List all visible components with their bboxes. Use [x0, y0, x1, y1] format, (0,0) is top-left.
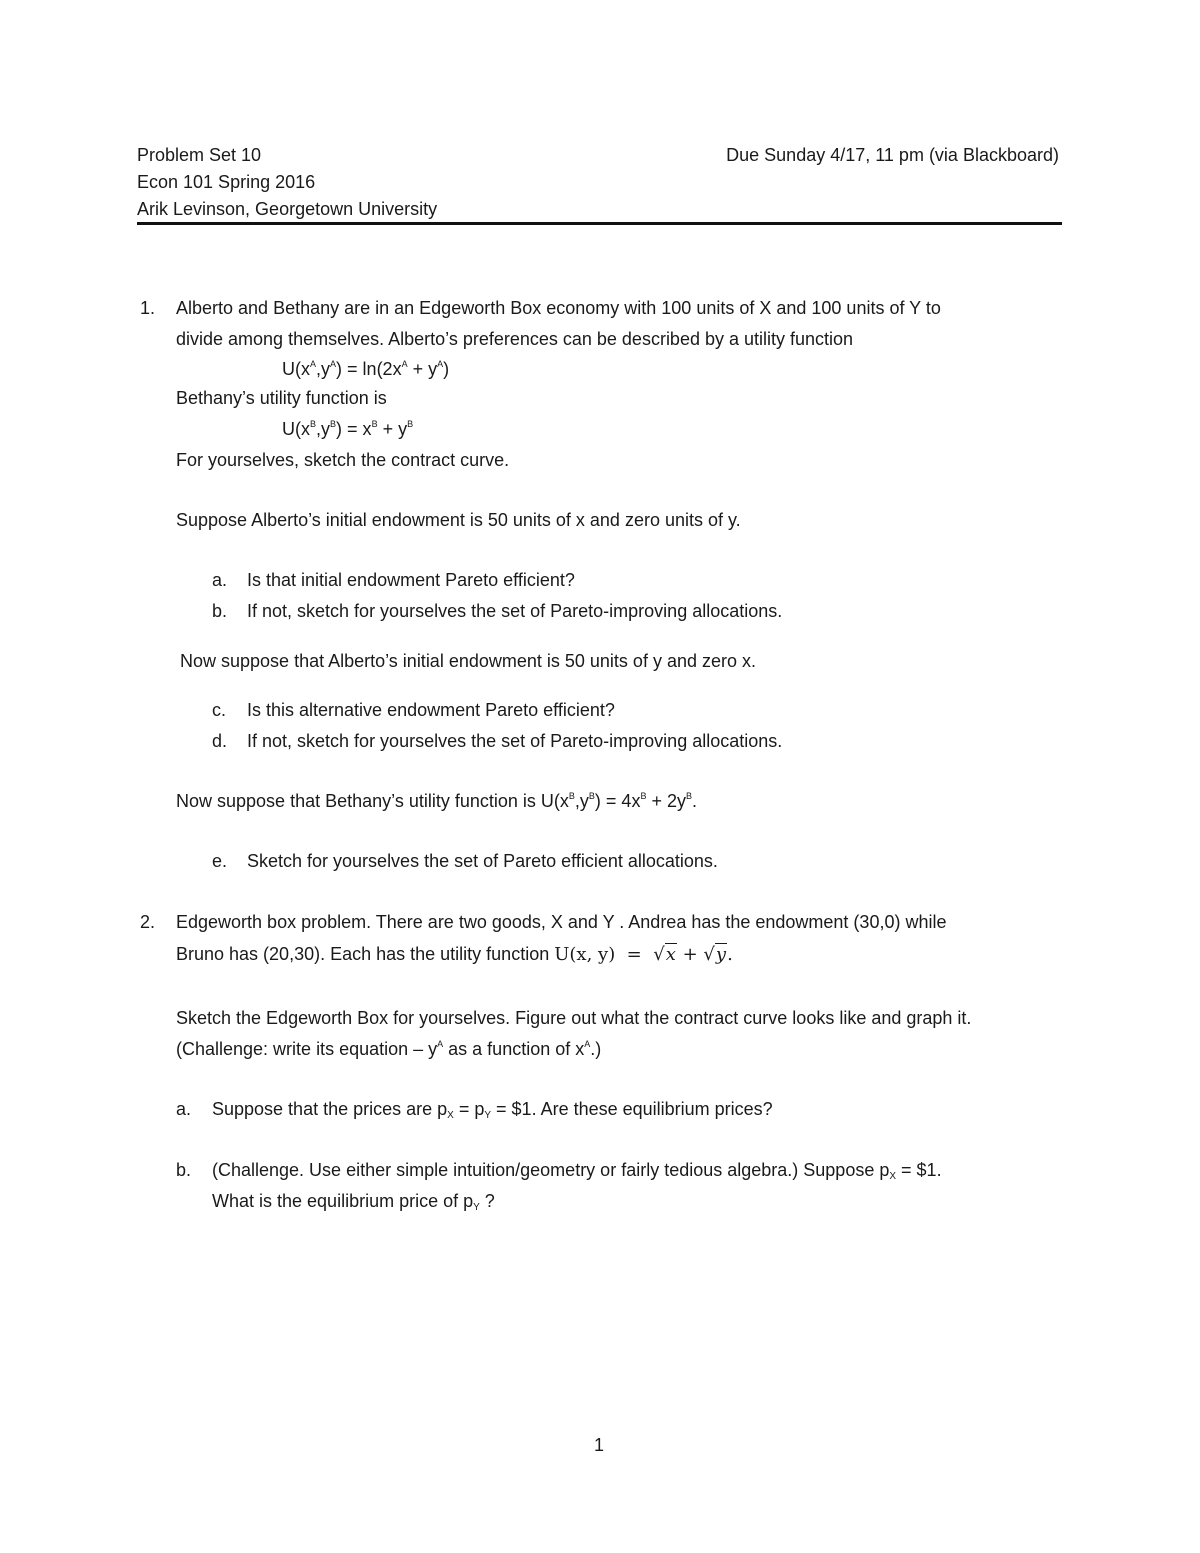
- q2-challenge: (Challenge: write its equation – $y^A$ as a function of $x^A$.): [176, 1039, 602, 1059]
- q2-sketch-instruction: Sketch the Edgeworth Box for yourselves. Figure out what the contract curve looks like and graph it.: [176, 1008, 972, 1028]
- q1e-label: e.: [212, 851, 228, 871]
- q1b-label: b.: [212, 601, 228, 621]
- alberto-utility-equation: $U(x^A,y^A) = \ln(2x^A + y^A)$: [282, 359, 450, 379]
- course-name: Econ 101 Spring 2016: [137, 172, 316, 192]
- document-title: Problem Set 10: [137, 145, 262, 165]
- q1-suppose-endowment-2: Now suppose that Alberto’s initial endowment is 50 units of y and zero x.: [180, 651, 756, 671]
- q1d-text: If not, sketch for yourselves the set of Pareto-improving allocations.: [247, 731, 783, 751]
- q1-suppose-bethany-utility: Now suppose that Bethany’s utility function is $U(x^B,y^B) = 4x^B + 2y^B$.: [176, 791, 698, 811]
- q2-text-line2: Bruno has (20,30). Each has the utility function U(x, y) = √x + √y.: [176, 944, 733, 965]
- q1-text-line2: divide among themselves. Alberto’s preferences can be described by a utility function: [176, 329, 854, 349]
- sqrt-symbol: √: [653, 944, 665, 965]
- due-date: Due Sunday 4/17, 11 pm (via Blackboard): [726, 145, 1059, 165]
- q2a-text: Suppose that the prices are $p_X = p_Y$ = $1. Are these equilibrium prices?: [212, 1099, 773, 1121]
- q1c-text: Is this alternative endowment Pareto efficient?: [247, 700, 615, 720]
- q2a-label: a.: [176, 1099, 192, 1119]
- q1c-label: c.: [212, 700, 227, 720]
- q1-number: 1.: [140, 298, 156, 318]
- q2b-text-line2: What is the equilibrium price of $p_Y$ ?: [212, 1191, 495, 1213]
- q1e-text: Sketch for yourselves the set of Pareto efficient allocations.: [247, 851, 718, 871]
- q1-suppose-endowment-1: Suppose Alberto’s initial endowment is 50 units of x and zero units of y.: [176, 510, 741, 530]
- q1b-text: If not, sketch for yourselves the set of Pareto-improving allocations.: [247, 601, 783, 621]
- q1-text-line1: Alberto and Bethany are in an Edgeworth Box economy with 100 units of X and 100 units of Y to: [176, 298, 941, 318]
- page-number: 1: [594, 1435, 605, 1455]
- header-divider: [137, 222, 1062, 225]
- q2-number: 2.: [140, 912, 156, 932]
- q1d-label: d.: [212, 731, 228, 751]
- bethany-intro: Bethany’s utility function is: [176, 388, 387, 408]
- q2b-label: b.: [176, 1160, 192, 1180]
- sqrt-symbol: √: [703, 944, 715, 965]
- q2-text-line1: Edgeworth box problem. There are two goods, X and Y . Andrea has the endowment (30,0) while: [176, 912, 947, 932]
- author-line: Arik Levinson, Georgetown University: [137, 199, 438, 219]
- q2b-text: (Challenge. Use either simple intuition/geometry or fairly tedious algebra.) Suppose $p_X$ = $1.: [212, 1160, 942, 1182]
- q1-sketch-instruction: For yourselves, sketch the contract curve.: [176, 450, 510, 470]
- q2-utility-formula: U(x, y) = √x + √y.: [554, 944, 733, 965]
- q1a-label: a.: [212, 570, 228, 590]
- bethany-utility-equation: $U(x^B,y^B) = x^B + y^B$: [282, 419, 414, 439]
- q1a-text: Is that initial endowment Pareto efficient?: [247, 570, 575, 590]
